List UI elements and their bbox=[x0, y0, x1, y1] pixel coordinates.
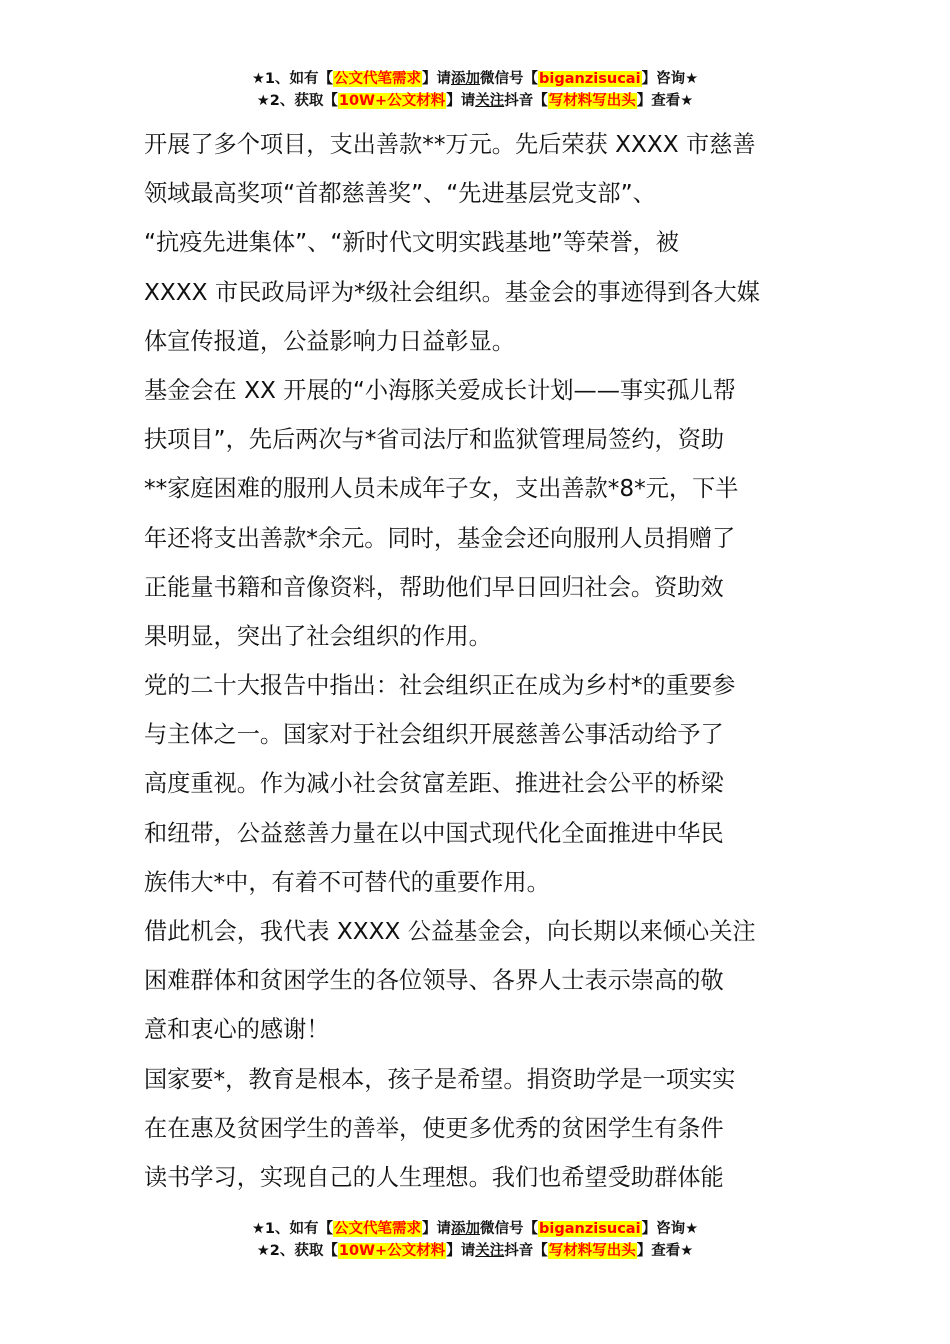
paragraph-5: 国家要*，教育是根本，孩子是希望。捐资助学是一项实实 在在惠及贫困学生的善举，使更多优秀的贫困学生有条件 读书学习，实现自己的人生理想。我们也希望受助群体能 bbox=[144, 1065, 736, 1191]
header-banner bbox=[0, 68, 950, 112]
banner-line-1: ★1、如有【公文代笔需求】请添加微信号【biganzisucai】咨询★ bbox=[251, 1221, 699, 1237]
highlight-service: 公文代笔需求 bbox=[334, 1221, 422, 1237]
highlight-materials: 10W+公文材料 bbox=[338, 1243, 446, 1259]
document-body bbox=[144, 120, 814, 1202]
footer-banner bbox=[0, 1218, 950, 1262]
paragraph-1: 开展了多个项目，支出善款**万元。先后荣获 XXXX 市慈善 领域最高奖项“首都慈善奖”、“先进基层党支部”、 “抗疫先进集体”、“新时代文明实践基地”等荣誉，被 XXXX 市民政局评为*级社会组织。基金会的事迹得到各大媒 体宣传报道，公益影响力日益彰显。 bbox=[144, 131, 760, 355]
highlight-douyin: 写材料写出头 bbox=[548, 1243, 636, 1259]
banner-line-2: ★2、获取【10W+公文材料】请关注抖音【写材料写出头】查看★ bbox=[256, 93, 694, 109]
highlight-wechat-id: biganzisucai bbox=[539, 1221, 641, 1237]
paragraph-2: 基金会在 XX 开展的“小海豚关爱成长计划——事实孤儿帮 扶项目”，先后两次与*省司法厅和监狱管理局签约，资助 **家庭困难的服刑人员未成年子女，支出善款*8*元，下半 年还将支出善款*余元。同时，基金会还向服刑人员捐赠了 正能量书籍和音像资料，帮助他们早日回归社会。资助效 果明显，突出了社会组织的作用。 bbox=[144, 376, 739, 650]
highlight-service: 公文代笔需求 bbox=[334, 71, 422, 87]
banner-line-2: ★2、获取【10W+公文材料】请关注抖音【写材料写出头】查看★ bbox=[256, 1243, 694, 1259]
paragraph-3: 党的二十大报告中指出：社会组织正在成为乡村*的重要参 与主体之一。国家对于社会组织开展慈善公事活动给予了 高度重视。作为减小社会贫富差距、推进社会公平的桥梁 和纽带，公益慈善力量在以中国式现代化全面推进中华民 族伟大*中，有着不可替代的重要作用。 bbox=[144, 672, 736, 896]
banner-line-1: ★1、如有【公文代笔需求】请添加微信号【biganzisucai】咨询★ bbox=[251, 71, 699, 87]
highlight-materials: 10W+公文材料 bbox=[338, 93, 446, 109]
paragraph-4: 借此机会，我代表 XXXX 公益基金会，向长期以来倾心关注 困难群体和贫困学生的各位领导、各界人士表示崇高的敬 意和衷心的感谢！ bbox=[144, 918, 756, 1044]
highlight-wechat-id: biganzisucai bbox=[539, 71, 641, 87]
highlight-douyin: 写材料写出头 bbox=[548, 93, 636, 109]
